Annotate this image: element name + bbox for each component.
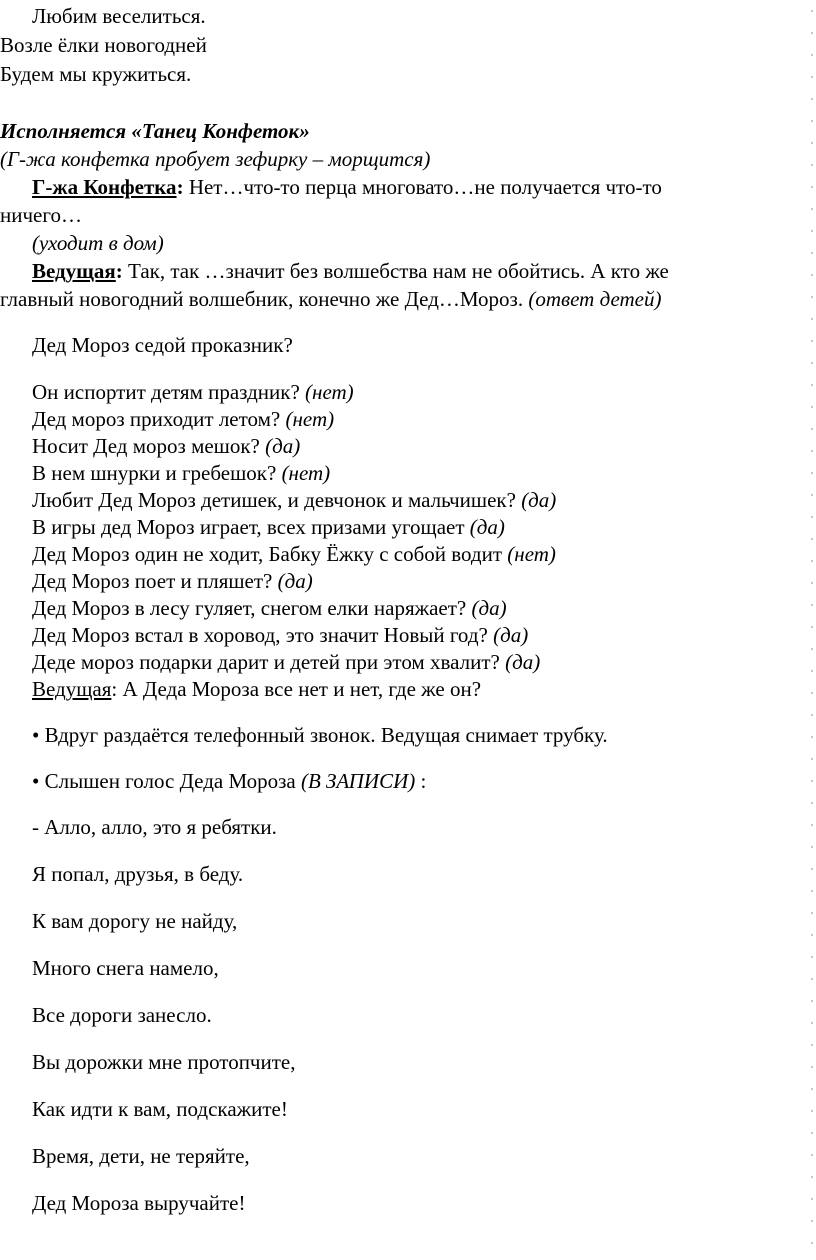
question-text: Носит Дед мороз мешок? [32, 434, 266, 458]
speaker-name: Г-жа Конфетка [32, 175, 177, 199]
question-line [32, 567, 313, 595]
speech-continuation: ничего… [0, 203, 82, 227]
answer-text: (да) [471, 596, 507, 620]
question-line [32, 486, 556, 514]
margin-dots [810, 0, 814, 1260]
poem-line: Возле ёлки новогодней [0, 33, 207, 57]
host-line [32, 257, 669, 285]
verse-line: Я попал, друзья, в беду. [32, 862, 244, 886]
verse-line: Все дороги занесло. [32, 1003, 212, 1027]
question-line [32, 513, 505, 541]
question-line [32, 378, 354, 406]
stage-direction: (Г-жа конфетка пробует зефирку – морщится) [0, 147, 431, 171]
answer-text: (нет) [305, 380, 354, 404]
question-line [32, 405, 334, 433]
poem-line: Любим веселиться. [32, 4, 206, 28]
question-text: Дед Мороз в лесу гуляет, снегом елки наряжает? [32, 596, 472, 620]
speech-text: : А Деда Мороза все нет и нет, где же он? [111, 677, 482, 701]
question-text: Дед Мороз один не ходит, Бабку Ёжку с собой водит [32, 542, 508, 566]
question-text: Дед мороз приходит летом? [32, 407, 286, 431]
bullet-line: • Вдруг раздаётся телефонный звонок. Ведущая снимает трубку. [32, 723, 608, 747]
question-text: Деде мороз подарки дарит и детей при этом хвалит? [32, 650, 506, 674]
question-text: В нем шнурки и гребешок? [32, 461, 282, 485]
answer-text: (нет) [507, 542, 556, 566]
verse-line: Вы дорожки мне протопчите, [32, 1050, 296, 1074]
question-text: Дед Мороз поет и пляшет? [32, 569, 278, 593]
answer-text: (да) [277, 569, 313, 593]
poem-line: Будем мы кружиться. [0, 62, 192, 86]
question-text: В игры дед Мороз играет, всех призами угощает [32, 515, 470, 539]
game-intro: Дед Мороз седой проказник? [32, 333, 293, 357]
bullet-text: • Слышен голос Деда Мороза [32, 769, 301, 793]
question-line [32, 540, 556, 568]
verse-line: К вам дорогу не найду, [32, 909, 238, 933]
verse-line: Дед Мороза выручайте! [32, 1191, 246, 1215]
konfetka-line [32, 173, 662, 201]
verse-line: Как идти к вам, подскажите! [32, 1097, 288, 1121]
host-line [32, 675, 481, 703]
speech-continuation [0, 285, 662, 313]
answer-text: (да) [505, 650, 541, 674]
verse-line: - Алло, алло, это я ребятки. [32, 815, 277, 839]
verse-line: Время, дети, не теряйте, [32, 1144, 250, 1168]
answer-text: (да) [265, 434, 301, 458]
answer-text: (да) [493, 623, 529, 647]
answer-text: (да) [469, 515, 505, 539]
answer-text: (нет) [281, 461, 331, 485]
question-line [32, 648, 540, 676]
question-line [32, 594, 507, 622]
answer-text: (нет) [285, 407, 335, 431]
speaker-name: Ведущая [32, 259, 116, 283]
stage-note: (ответ детей) [528, 287, 662, 311]
question-line [32, 432, 300, 460]
performance-heading: Исполняется «Танец Конфеток» [0, 119, 310, 143]
question-line [32, 621, 528, 649]
question-text: Любит Дед Мороз детишек, и девчонок и мальчишек? [32, 488, 522, 512]
verse-line: Много снега намело, [32, 956, 219, 980]
question-text: Он испортит детям праздник? [32, 380, 306, 404]
bullet-end: : [415, 769, 427, 793]
speech-text: Нет…что-то перца многовато…не получается что-то [183, 175, 662, 199]
speaker-colon: : [115, 259, 123, 283]
stage-note: (В ЗАПИСИ) [300, 769, 416, 793]
stage-direction: (уходит в дом) [32, 231, 164, 255]
bullet-line [32, 767, 426, 795]
question-text: Дед Мороз встал в хоровод, это значит Новый год? [32, 623, 494, 647]
speaker-name: Ведущая [32, 677, 112, 701]
question-line [32, 459, 330, 487]
speaker-colon: : [176, 175, 184, 199]
speech-text: Так, так …значит без волшебства нам не обойтись. А кто же [122, 259, 669, 283]
speech-text: главный новогодний волшебник, конечно же Дед…Мороз. [0, 287, 529, 311]
answer-text: (да) [521, 488, 557, 512]
